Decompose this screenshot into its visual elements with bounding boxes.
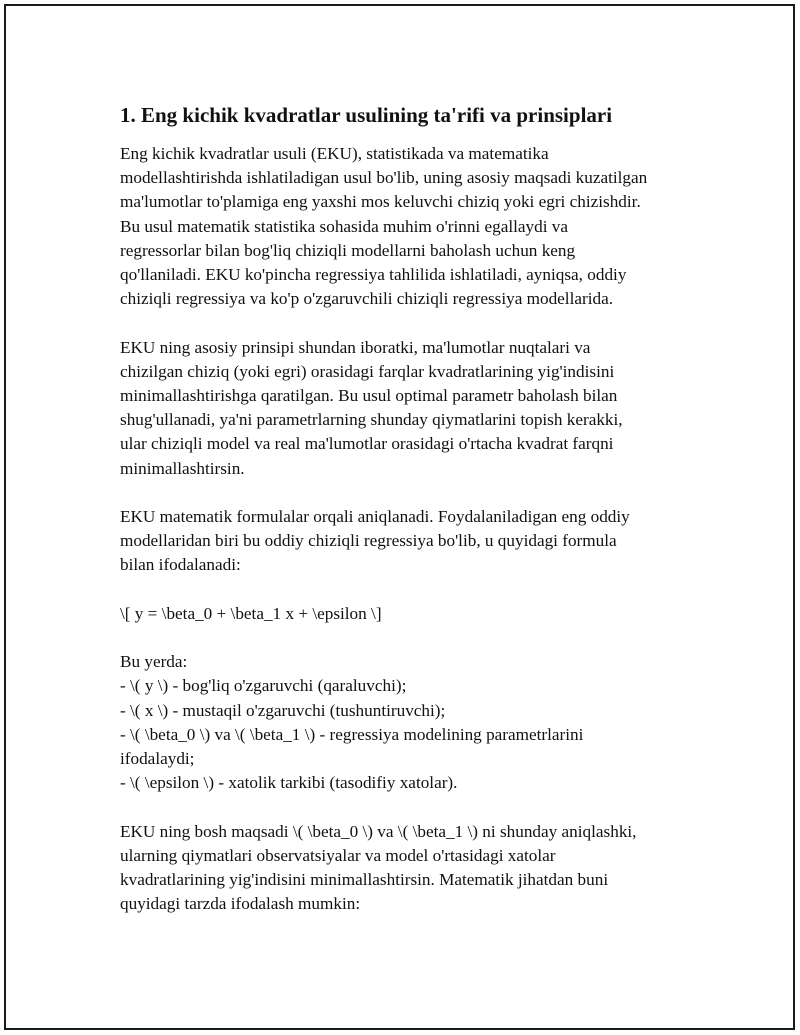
- text-line: kvadratlarining yig'indisini minimallashtirsin. Matematik jihatdan buni: [120, 870, 609, 890]
- list-item: - \( \beta_0 \) va \( \beta_1 \) - regressiya modelining parametrlarini: [120, 724, 584, 744]
- text-line: Eng kichik kvadratlar usuli (EKU), statistikada va matematika: [120, 144, 549, 163]
- text-line: EKU ning asosiy prinsipi shundan iboratki, ma'lumotlar nuqtalari va: [120, 337, 591, 357]
- page-frame: [4, 4, 795, 1030]
- text-line: quyidagi tarzda ifodalash mumkin:: [120, 894, 361, 914]
- text-line: modellashtirishda ishlatiladigan usul bo'lib, uning asosiy maqsadi kuzatilgan: [120, 168, 648, 188]
- text-line: shug'ullanadi, ya'ni parametrlarning shunday qiymatlarini topish kerakki,: [120, 410, 623, 430]
- text-line: ularning qiymatlari observatsiyalar va model o'rtasidagi xatolar: [120, 845, 556, 865]
- paragraph-principle: [120, 336, 700, 481]
- list-item: - \( y \) - bog'liq o'zgaruvchi (qaraluvchi);: [120, 676, 407, 696]
- text-line: ma'lumotlar to'plamiga eng yaxshi mos keluvchi chiziq yoki egri chizishdir.: [120, 192, 641, 212]
- list-item: - \( x \) - mustaqil o'zgaruvchi (tushuntiruvchi);: [120, 700, 446, 720]
- section-title: 1. Eng kichik kvadratlar usulining ta'rifi va prinsiplari: [120, 103, 613, 127]
- text-line: minimallashtirishga qaratilgan. Bu usul optimal parametr baholash bilan: [120, 386, 618, 406]
- text-line: modellaridan biri bu oddiy chiziqli regressiya bo'lib, u quyidagi formula: [120, 531, 617, 551]
- text-line: chizilgan chiziq (yoki egri) orasidagi farqlar kvadratlarining yig'indisini: [120, 361, 615, 381]
- text-line: ifodalaydi;: [120, 749, 195, 769]
- list-item: - \( \epsilon \) - xatolik tarkibi (tasodifiy xatolar).: [120, 773, 458, 793]
- text-line: minimallashtirsin.: [120, 458, 245, 478]
- text-line: qo'llaniladi. EKU ko'pincha regressiya tahlilida ishlatiladi, ayniqsa, oddiy: [120, 265, 627, 285]
- paragraph-main-goal: [120, 820, 700, 917]
- text-line: ular chiziqli model va real ma'lumotlar orasidagi o'rtacha kvadrat farqni: [120, 434, 614, 454]
- paragraph-definition: [120, 142, 700, 311]
- text-line: chiziqli regressiya va ko'p o'zgaruvchili chiziqli regressiya modellarida.: [120, 289, 613, 309]
- formula-line: [120, 602, 700, 626]
- text-line: Bu usul matematik statistika sohasida muhim o'rinni egallaydi va: [120, 216, 568, 236]
- text-line: Bu yerda:: [120, 652, 188, 672]
- paragraph-variable-list: [120, 650, 700, 795]
- paragraph-formula-intro: [120, 505, 700, 578]
- text-line: EKU ning bosh maqsadi \( \beta_0 \) va \( \beta_1 \) ni shunday aniqlashki,: [120, 821, 637, 841]
- document-body: [120, 102, 700, 916]
- text-line: \[ y = \beta_0 + \beta_1 x + \epsilon \]: [120, 603, 382, 623]
- text-line: bilan ifodalanadi:: [120, 555, 241, 575]
- text-line: EKU matematik formulalar orqali aniqlanadi. Foydalaniladigan eng oddiy: [120, 507, 630, 527]
- text-line: regressorlar bilan bog'liq chiziqli modellarni baholash uchun keng: [120, 240, 576, 260]
